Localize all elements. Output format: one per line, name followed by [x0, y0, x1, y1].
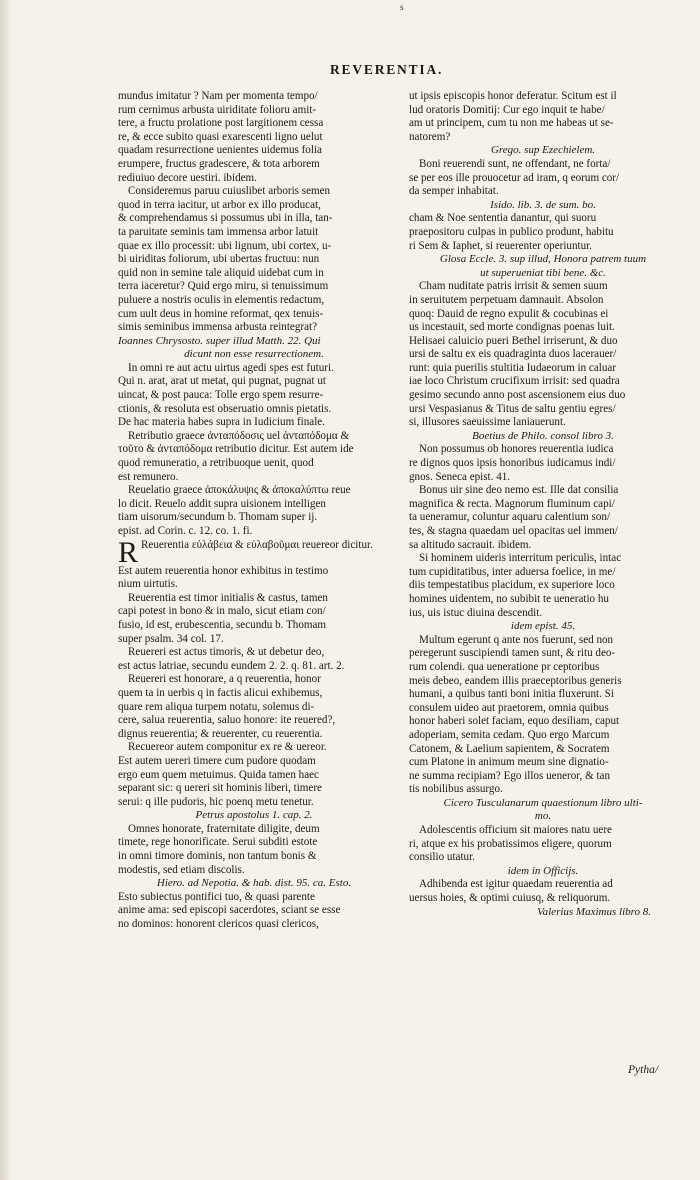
text-line: quod in terra iacitur, ut arbor ex illo producat,: [118, 198, 321, 211]
text-line: Reuereri est honorare, a q reuerentia, honor: [128, 673, 321, 686]
text-line: re, & ecce subito quasi exarescenti ligno uelut: [118, 130, 323, 143]
text-line: us incestauit, sed morte condignas poenas luit.: [409, 321, 615, 334]
text-line: diis tempestatibus placidum, ex superiore loco: [409, 579, 615, 592]
text-line: ut ipsis episcopis honor deferatur. Scitum est il: [409, 90, 617, 102]
text-line: lud oratoris Domitij: Cur ego inquit te habe/: [409, 103, 605, 116]
text-line: no dominos: honorent clericos quasi clericos,: [118, 918, 319, 931]
citation-line: mo.: [534, 810, 552, 823]
text-line: praepositoru culpas in publico produnt, habitu: [409, 225, 614, 238]
text-line: Retributio graece ἀνταπόδοσις uel ἀνταπόδομα &: [128, 429, 350, 442]
left-column: [118, 90, 390, 932]
text-line: consilio utatur.: [409, 851, 475, 864]
text-line: lo dicit. Reuelo addit supra uisionem intelligen: [118, 497, 326, 510]
text-line: Est autem reuerentia honor exhibitus in testimo: [118, 564, 329, 577]
text-line: humani, a quibus tanti boni initia fluxerunt. Si: [409, 688, 614, 701]
text-line: Reuelatio graece ἀποκάλυψις & ἀποκαλύπτω reue: [128, 484, 351, 497]
text-line: Multum egerunt q ante nos fuerunt, sed non: [419, 633, 614, 646]
text-line: cum uult deus in homine reformat, qex tenuis-: [118, 307, 324, 320]
text-line: natorem?: [409, 130, 451, 143]
text-line: Adhibenda est igitur quaedam reuerentia ad: [419, 878, 613, 891]
text-line: simis seminibus immensa arbusta reintegrat?: [118, 321, 318, 334]
text-line: tiam uisorum/secundum b. Thomam super ij.: [118, 511, 318, 524]
text-line: & comprehendamus si possumus ubi in illa, tan-: [118, 212, 333, 225]
text-line: est remunero.: [118, 470, 179, 483]
text-line: capi potest in bono & in malo, sicut etiam con/: [118, 605, 326, 618]
text-line: erumpere, fructus gradescere, & tota arborem: [118, 157, 320, 170]
text-line: rediuiuo decore uestiri. ibidem.: [118, 171, 257, 184]
text-line: quem ta in uerbis q in factis alicui exhibemus,: [118, 686, 323, 699]
text-line: quadam resurrectione uenientes uidemus folia: [118, 144, 322, 157]
citation-line: Petrus apostolus 1. cap. 2.: [195, 809, 313, 822]
text-line: se per eos ille prouocetur ad iram, q eorum cor/: [409, 171, 620, 184]
text-line: re dignos quos ipsis honoribus iudicamus indi/: [409, 457, 616, 470]
text-line: ursi Vespasianus & Titus de saltu gentiu egres/: [409, 402, 616, 415]
text-line: gnos. Seneca epist. 41.: [409, 470, 511, 483]
text-line: gesimo secundo anno post ascensionem eius duo: [409, 389, 626, 402]
text-line: anime ama: sed episcopi sacerdotes, sciant se esse: [118, 904, 341, 917]
text-line: Reuerentia est timor initialis & castus, tamen: [128, 591, 328, 604]
text-line: uersus hoies, & optimi cuiusq, & reliquorum.: [409, 892, 611, 905]
citation-line: idem in Officijs.: [507, 864, 579, 877]
text-line: Adolescentis officium sit maiores natu uere: [419, 824, 612, 837]
text-line: Recuereor autem componitur ex re & uereor.: [128, 741, 327, 754]
text-line: Cham nuditate patris irrisit & semen suum: [419, 280, 608, 293]
text-line: puluere a nostris oculis in elementis redactum,: [118, 293, 325, 306]
citation-line: idem epist. 45.: [510, 620, 576, 633]
text-line: est actus latriae, secundu eundem 2. 2. q. 81. art. 2.: [118, 659, 345, 672]
citation-line: Ioannes Chrysosto. super illud Matth. 22. Qui: [118, 334, 321, 347]
text-line: ius, uis istuc diuina descendit.: [409, 606, 543, 619]
page-gutter-shadow: [0, 0, 12, 1180]
text-line: ergo eum quem metuimus. Quida tamen haec: [118, 768, 319, 781]
text-line: dignus reuerentia; & reuerenter, cu reuerentia.: [118, 727, 323, 740]
text-line: si, illusores saeuissime laniauerunt.: [409, 416, 566, 429]
text-line: Bonus uir sine deo nemo est. Ille dat consilia: [419, 484, 619, 497]
text-line: uincat, & post pauca: Tolle ergo spem resurre-: [118, 389, 324, 402]
text-line: in seruitutem perpetuam damnauit. Absolon: [409, 293, 604, 306]
text-line: homines uidentem, no subibit te ueneratio hu: [409, 592, 609, 605]
text-line: Reuereri est actus timoris, & ut debetur deo,: [128, 646, 325, 659]
text-line: bi uiriditas foliorum, ubi ubertas fructuu: nun: [118, 253, 320, 266]
text-line: tum cupiditatibus, inter aduersa foelice, in me/: [409, 565, 616, 578]
text-line: Helisaei caluicio pueri Bethel irriserunt, & duo: [409, 334, 618, 347]
right-column: [409, 90, 677, 919]
text-line: rum cernimus arbusta uiriditate folioru amit-: [118, 103, 317, 116]
text-line: tis nobilibus assurgo.: [409, 783, 503, 796]
citation-line: Grego. sup Ezechielem.: [490, 144, 596, 157]
text-line: da semper inhabitat.: [409, 185, 499, 198]
text-line: adoperiam, semita cedam. Quo ergo Marcum: [409, 728, 610, 741]
text-line: quae ex illo processit: ubi lignum, ubi cortex, u-: [118, 239, 332, 252]
text-line: in omni timore dominis, non tantum bonis &: [118, 850, 317, 863]
citation-line: ut superueniat tibi bene. &c.: [480, 266, 606, 279]
text-line: consulem uideo aut praetorem, omnia quibus: [409, 701, 609, 714]
text-line: sa altitudo sacrauit. ibidem.: [409, 538, 532, 551]
text-line: nium uirtutis.: [118, 578, 178, 591]
text-line: separant sic: q uereri sit hominis liberi, timere: [118, 782, 322, 795]
citation-line: Isido. lib. 3. de sum. bo.: [490, 198, 596, 211]
catchword: Pytha/: [628, 1064, 659, 1076]
text-line: peregerunt suscipiendi tamen sunt, & ritu deo-: [409, 647, 616, 660]
citation-line: Cicero Tusculanarum quaestionum libro ulti-: [443, 796, 643, 809]
text-line: Catonem, & Laelium sapientem, & Socratem: [409, 742, 610, 755]
text-line: Consideremus paruu cuiuslibet arboris semen: [128, 185, 331, 198]
drop-initial: R: [118, 538, 139, 565]
text-line: [118, 539, 390, 565]
text-line: am ut principem, cum tu non me habeas ut se-: [409, 117, 614, 130]
text-line: mundus imitatur ? Nam per momenta tempo/: [118, 90, 318, 102]
text-line: ri Sem & Iaphet, si reuerenter operiuntur.: [409, 239, 592, 252]
text-line: fusio, id est, erubescentia, secundu b. Thomam: [118, 618, 327, 631]
citation-line: Boetius de Philo. consol libro 3.: [472, 429, 614, 442]
text-line: ctionis, & resoluta est obseruatio omnis pietatis.: [118, 402, 332, 415]
text-line: De hac materia habes supra in Iudicium finale.: [118, 416, 326, 429]
text-line: Est autem uereri timere cum pudore quodam: [118, 754, 316, 767]
text-line: Omnes honorate, fraternitate diligite, deum: [128, 822, 320, 835]
text-line: cere, salua reuerentia, saluo honore: ite reuered?,: [118, 714, 336, 727]
text-line: quoq: Dauid de regno expulit & cocubinas ei: [409, 307, 609, 320]
text-line: rum colendi. qua ueneratione pr ceptoribus: [409, 660, 600, 673]
text-line: ursi de saltu ex eis quadraginta duos lacerauer/: [409, 348, 617, 361]
citation-line: dicunt non esse resurrectionem.: [184, 348, 324, 361]
text-line: timete, rege honorificate. Serui subditi estote: [118, 836, 318, 849]
text-line: serui: q ille pudoris, hic poenq metu tenetur.: [118, 795, 314, 808]
text-line: runt: quia puerilis stultitia Iudaeorum in caluar: [409, 361, 617, 374]
text-line: Qui n. arat, arat ut metat, qui pugnat, pugnat ut: [118, 375, 326, 388]
signature-mark: s: [400, 2, 404, 12]
text-line: quod remuneratio, a retribuoque uenit, quod: [118, 457, 314, 470]
running-head: REVERENTIA.: [330, 62, 444, 77]
text-line: ta ueneramur, coluntur aquaru calentium son/: [409, 511, 611, 524]
text-line: modestis, sed etiam discolis.: [118, 863, 245, 876]
text-line: Non possumus ob honores reuerentia iudica: [419, 443, 614, 456]
text-line: cum Platone in animum meum sine dignatio-: [409, 756, 609, 769]
text-line: ri, atque ex his probatissimos eligere, quorum: [409, 837, 612, 850]
text-line: terra iaceretur? Quid ergo miru, si tenuissimum: [118, 280, 329, 293]
citation-line: Valerius Maximus libro 8.: [537, 905, 651, 918]
text-line: magnifica & recta. Magnorum fluminum capi/: [409, 497, 615, 510]
text-line: honor haberi solet faciam, equo desiliam, caput: [409, 715, 620, 728]
text-line: quid non in semine tale aliquid uidebat cum in: [118, 266, 324, 279]
text-line: Esto subiectus pontifici tuo, & quasi parente: [118, 890, 315, 903]
text-line: ne summa recipiam? Ego illos ueneror, & tan: [409, 769, 611, 782]
text-line: quare rem aliqua turpem notatu, solemus di-: [118, 700, 315, 713]
text-line: ta paruitate seminis tam immensa arbor latuit: [118, 225, 319, 238]
text-line: epist. ad Corin. c. 12. co. 1. fi.: [118, 525, 253, 537]
text-line: τοῦτο & ἀνταπόδομα retributio dicitur. Est autem ide: [118, 443, 354, 456]
text-line: tere, a fructu prolatione post largitionem cessa: [118, 117, 324, 130]
text-line: Boni reuerendi sunt, ne offendant, ne forta/: [419, 157, 611, 170]
text-line: cham & Noe sententia danantur, qui suoru: [409, 212, 597, 225]
text-line-body: Reuerentia εὐλάβεια & εὐλαβοῦμαι reuereor dicitur.: [141, 538, 373, 551]
text-line: super psalm. 34 col. 17.: [118, 632, 224, 645]
text-line: In omni re aut actu uirtus agedi spes est futuri.: [128, 361, 334, 374]
text-line: meis debeo, eandem illis praeceptoribus generis: [409, 674, 622, 687]
citation-line: Glosa Eccle. 3. sup illud, Honora patrem tuum: [439, 253, 647, 266]
text-line: tes, & stagna quaedam uel opacitas uel immen/: [409, 525, 618, 537]
citation-line: Hiero. ad Nepotia. & hab. dist. 95. ca. Esto.: [156, 877, 352, 890]
text-line: iae loco Christum crucifixum irrisit: sed quadra: [409, 375, 620, 388]
text-line: Si hominem uideris interritum periculis, intac: [419, 552, 622, 565]
